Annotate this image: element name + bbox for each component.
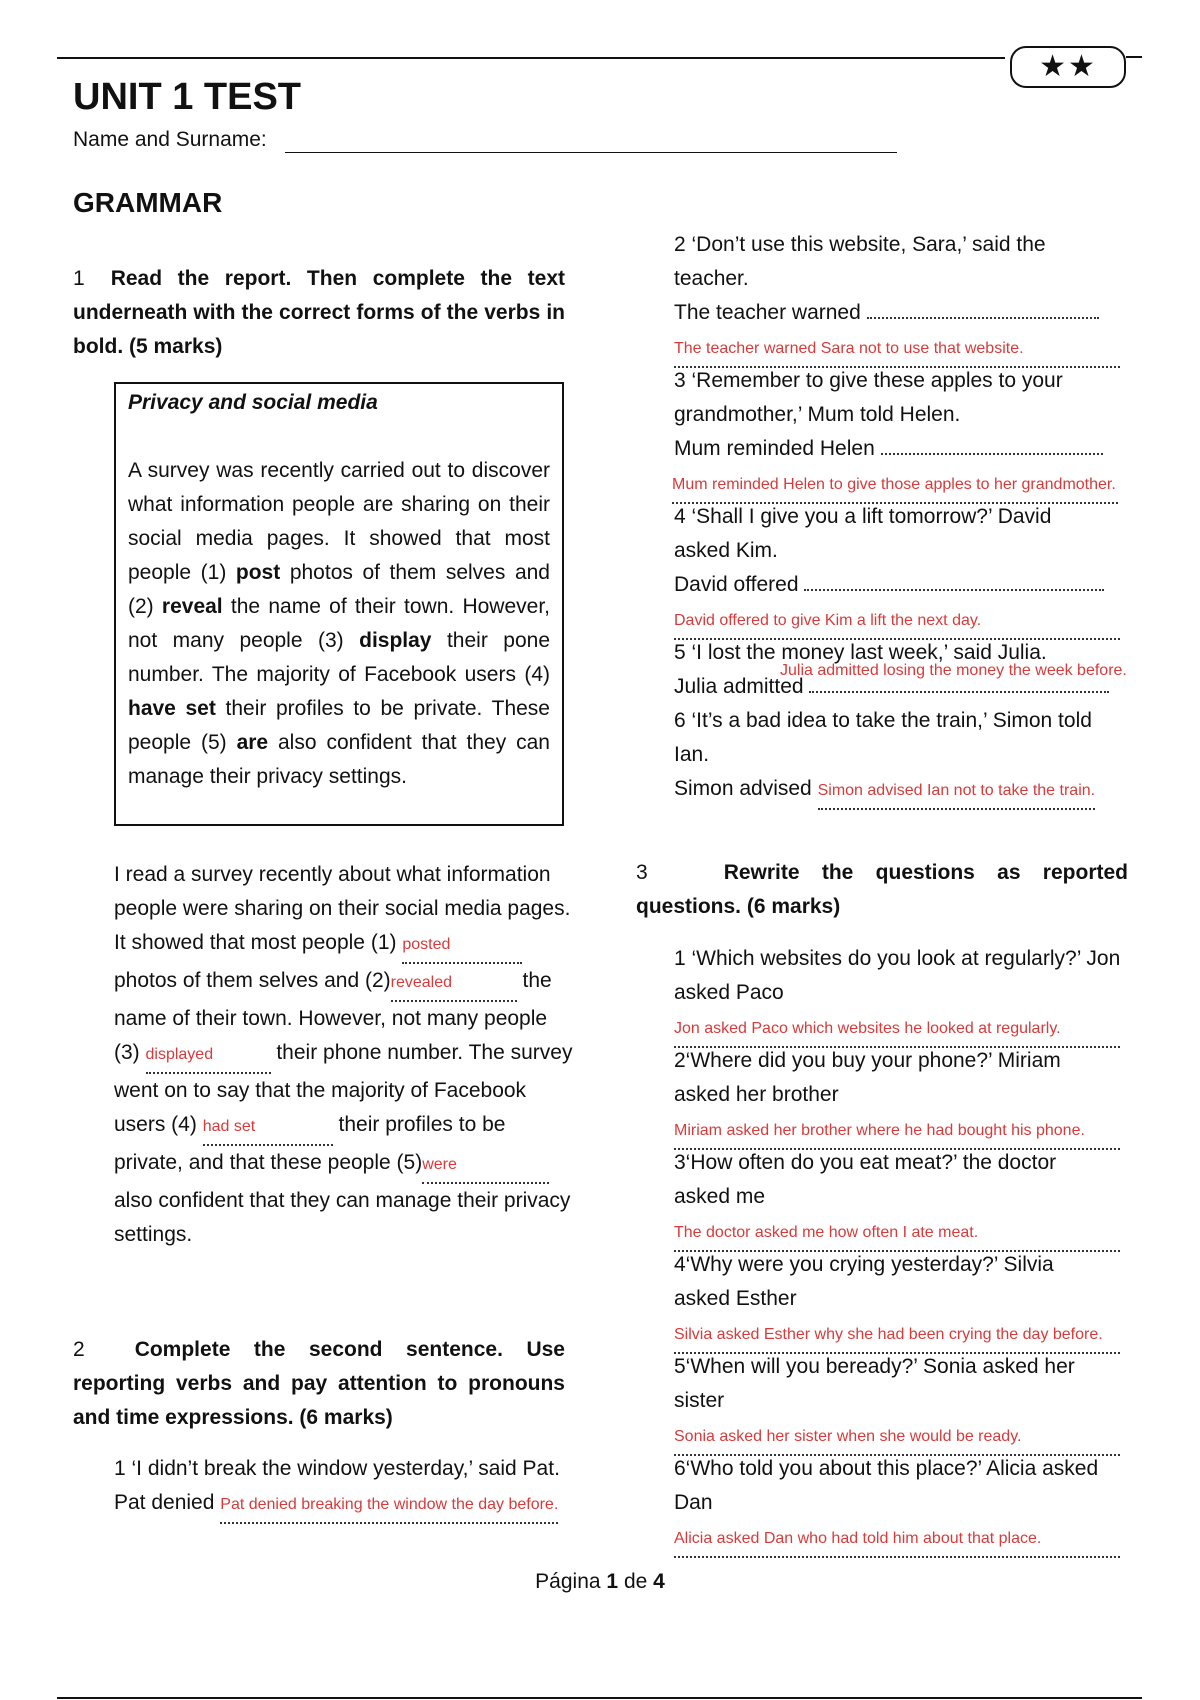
ex2-answer-line[interactable]: The teacher warned Sara not to use that website. [674,332,1120,368]
answer-blank-5[interactable]: were [422,1148,549,1184]
ex2-instruction [73,1333,565,1435]
ex3-item-prompt: 3‘How often do you eat meat?’ the doctor asked me [674,1151,1057,1208]
ex2-dotted-line [867,317,1099,319]
ex2-number: 2 [73,1338,85,1361]
ex2-item-stem: Mum reminded Helen [674,437,875,460]
name-field-line[interactable] [285,152,897,153]
difficulty-stars: ★★ [1010,46,1126,88]
ex2-answer-line[interactable]: Pat denied breaking the window the day before. [220,1488,558,1524]
box-text: photos of them selves and (2) [128,561,550,618]
ex2-instruction-text: Complete the second sentence. Use reporting verbs and pay attention to pronouns and time expressions. (6 marks) [73,1338,565,1429]
answer-blank-3[interactable]: displayed [146,1038,271,1074]
page-word: Página [535,1570,601,1593]
ex3-answer-line[interactable]: The doctor asked me how often I ate meat. [674,1216,1120,1252]
ex2-answer-line[interactable]: Simon advised Ian not to take the train. [818,774,1096,810]
box-text: their pone number. The majority of Facebook users (4) [128,629,550,686]
ex2-item-4 [674,500,1172,640]
ex2-item-response [674,432,1172,466]
page-number [0,1570,1200,1594]
answer-blank-4[interactable]: had set [203,1110,333,1146]
report-text: also confident that they can manage their privacy settings. [114,1189,571,1246]
ex2-item-prompt: 1 ‘I didn’t break the window yesterday,’ said Pat. [114,1457,560,1480]
verb-bold: are [236,731,269,754]
report-text: the name of their town. However, not many people (3) [114,969,552,1064]
ex2-item-prompt: 5 ‘I lost the money last week,’ said Julia. [674,641,1047,664]
top-rule [57,57,1005,59]
ex3-item-prompt: 5‘When will you beready?’ Sonia asked her sister [674,1355,1075,1412]
ex2-answer-line[interactable]: David offered to give Kim a lift the next day. [674,604,1120,640]
ex2-item-prompt: 4 ‘Shall I give you a lift tomorrow?’ David asked Kim. [674,505,1052,562]
ex2-answer-wrap [674,330,1172,368]
stars-rule [1126,56,1142,58]
ex3-item-prompt: 6‘Who told you about this place?’ Alicia asked Dan [674,1457,1099,1514]
verb-bold: post [235,561,281,584]
ex1-instruction-text: Read the report. Then complete the text underneath with the correct forms of the verbs in bold. (5 marks) [73,267,565,358]
ex3-number: 3 [636,861,648,884]
ex3-answer-wrap [674,1010,1172,1048]
ex2-item-3 [674,364,1172,504]
ex3-answer-wrap [674,1520,1172,1558]
ex2-item-response [114,1486,634,1524]
ex3-answer-wrap [674,1112,1172,1150]
ex2-item-response [674,296,1172,330]
ex3-answer-line[interactable]: Miriam asked her brother where he had bought his phone. [674,1114,1120,1150]
ex2-item-prompt: 6 ‘It’s a bad idea to take the train,’ Simon told Ian. [674,709,1092,766]
ex3-item-prompt: 4‘Why were you crying yesterday?’ Silvia asked Esther [674,1253,1054,1310]
report-text: I read a survey recently about what information people were sharing on their social media pages. It showed that most people (1) [114,863,571,954]
verb-bold: display [359,629,432,652]
ex3-answer-wrap [674,1418,1172,1456]
ex3-item-prompt: 1 ‘Which websites do you look at regularly?’ Jon asked Paco [674,947,1121,1004]
ex3-answer-line[interactable]: Sonia asked her sister when she would be ready. [674,1420,1120,1456]
ex3-answer-line[interactable]: Alicia asked Dan who had told him about that place. [674,1522,1120,1558]
ex2-item-6 [674,704,1172,810]
page-of: de [623,1570,648,1593]
ex3-item-6 [674,1452,1172,1558]
verb-bold: reveal [161,595,223,618]
ex3-item-4 [674,1248,1172,1354]
box-text: also confident that they can manage their privacy settings. [128,731,550,788]
ex2-item-stem: Julia admitted [674,675,804,698]
section-heading: GRAMMAR [73,187,223,218]
ex2-item-2 [674,228,1172,368]
page-title: UNIT 1 TEST [73,76,302,118]
ex3-item-5 [674,1350,1172,1456]
ex2-answer-line[interactable]: Julia admitted losing the money the week before. [780,662,1127,679]
ex3-answer-line[interactable]: Jon asked Paco which websites he looked at regularly. [674,1012,1120,1048]
bottom-rule [57,1697,1142,1699]
ex2-item-response [674,662,1172,704]
name-label: Name and Surname: [73,128,267,151]
ex3-item-3 [674,1146,1172,1252]
box-text: the name of their town. However, not many people (3) [128,595,551,652]
ex2-item-response [674,772,1172,810]
box-text: A survey was recently carried out to discover what information people are sharing on their social media pages. It showed that most people (1) [128,459,550,584]
ex2-item-1 [114,1452,634,1524]
ex3-item-1 [674,942,1172,1048]
page-current: 1 [606,1570,619,1593]
page-total: 4 [653,1570,665,1593]
report-paragraph [114,858,576,1252]
ex2-item-prompt: 3 ‘Remember to give these apples to your grandmother,’ Mum told Helen. [674,369,1063,426]
report-box-title: Privacy and social media [128,391,378,414]
ex2-answer-wrap [674,602,1172,640]
ex2-item-5 [674,636,1172,704]
ex2-item-stem: The teacher warned [674,301,861,324]
report-text: photos of them selves and (2) [114,969,391,992]
ex3-item-2 [674,1044,1172,1150]
ex2-item-prompt: 2 ‘Don’t use this website, Sara,’ said the teacher. [674,233,1046,290]
ex3-answer-wrap [674,1316,1172,1354]
ex2-item-stem: Simon advised [674,777,812,800]
ex3-instruction-text: Rewrite the questions as reported questions. (6 marks) [636,861,1128,918]
ex2-item-stem: Pat denied [114,1491,215,1514]
ex1-instruction [73,262,565,364]
ex3-instruction [636,856,1128,924]
ex2-answer-line[interactable]: Mum reminded Helen to give those apples to her grandmother. [672,468,1118,504]
report-text: their profiles to be private, and that these people (5) [114,1113,506,1174]
ex3-item-prompt: 2‘Where did you buy your phone?’ Miriam asked her brother [674,1049,1061,1106]
ex3-answer-wrap [674,1214,1172,1252]
ex2-item-stem: David offered [674,573,799,596]
ex3-answer-line[interactable]: Silvia asked Esther why she had been crying the day before. [674,1318,1120,1354]
report-box [114,382,564,826]
report-text: their phone number. The survey went on to say that the majority of Facebook users (4) [114,1041,573,1136]
answer-blank-2[interactable]: revealed [391,966,517,1002]
report-box-text [128,454,550,794]
ex2-item-response [674,568,1172,602]
box-text: their profiles to be private. These people (5) [128,697,550,754]
ex1-number: 1 [73,267,85,290]
ex2-answer-wrap [672,466,1172,504]
ex2-dotted-line [804,589,1104,591]
ex2-dotted-line [881,453,1103,455]
verb-bold: have set [128,697,216,720]
ex2-dotted-line [809,691,1109,693]
answer-blank-1[interactable]: posted [402,928,522,964]
